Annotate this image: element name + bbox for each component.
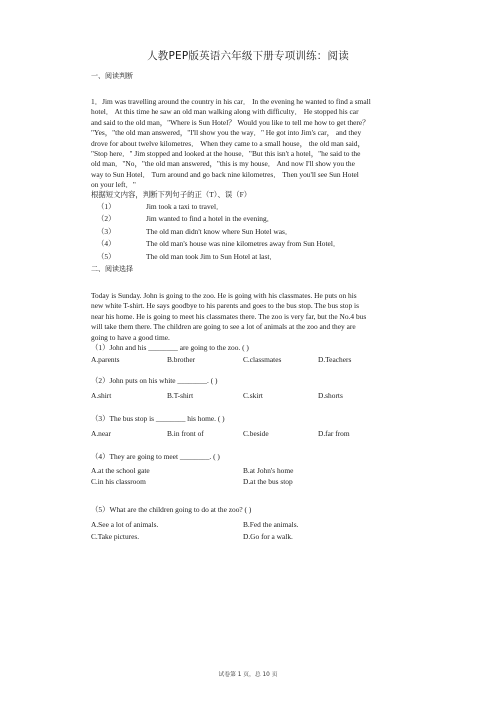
passage-line: will take them there. The children are going to see a lot of animals at the zoo and they are — [91, 322, 356, 332]
passage-line: hotel． At this time he saw an old man walking along with difficulty． He stopped his car — [91, 107, 359, 117]
passage-line: drove for about twelve kilometres． When they came to a small house， the old man said， — [91, 138, 365, 148]
option-c: C.classmates — [243, 355, 282, 364]
passage-line: on your left．" — [91, 180, 136, 190]
section2-passage — [91, 291, 421, 343]
option-a: A.at the school gate — [91, 466, 150, 475]
section2-heading: 二、阅读选择 — [91, 265, 133, 273]
passage-line: Today is Sunday. John is going to the zoo. He is going with his classmates. He puts on his — [91, 291, 357, 300]
option-c: C.Take pictures. — [91, 532, 140, 541]
statement-number: （1） — [97, 202, 116, 211]
statement-text: The old man took Jim to Sun Hotel at last． — [146, 252, 277, 261]
option-a: A.See a lot of animals. — [91, 520, 159, 529]
option-a: A.shirt — [91, 391, 112, 400]
option-b: B.T-shirt — [167, 391, 194, 400]
passage-line: going to have a good time. — [91, 332, 170, 342]
statement-text: The old man didn't know where Sun Hotel was． — [146, 227, 293, 236]
section1-passage — [91, 97, 421, 191]
option-b: B.brother — [167, 355, 196, 364]
option-a: A.near — [91, 429, 111, 438]
option-a: A.parents — [91, 355, 120, 364]
question-1: （1）John and his ________ are going to the zoo. ( ) — [91, 343, 249, 352]
section1-heading: 一、阅读判断 — [91, 72, 133, 80]
passage-line: near his home. He is going to meet his classmates there. The zoo is very far, but the No.4 bus — [91, 311, 367, 321]
statement-number: （3） — [97, 227, 116, 236]
question-3: （3）The bus stop is ________ his home. ( ) — [91, 414, 225, 423]
statement-text: The old man's house was nine kilometres away from Sun Hotel． — [146, 239, 341, 248]
option-b: B.at John's home — [243, 466, 294, 475]
option-d: D.Go for a walk. — [243, 532, 293, 541]
section1-instruction: 根据短文内容，判断下列句子的正（T）、误（F） — [91, 190, 252, 199]
question-2: （2）John puts on his white ________. ( ) — [91, 376, 218, 385]
option-d: D.at the bus stop — [243, 477, 293, 486]
passage-line: old man．"No，"the old man answered，"this is my house． And now I'll show you the — [91, 159, 355, 169]
option-d: D.shorts — [318, 391, 343, 400]
question-4: （4）They are going to meet ________. ( ) — [91, 452, 220, 461]
option-c: C.skirt — [243, 391, 263, 400]
passage-line: new white T-shirt. He says goodbye to his parents and goes to the bus stop. The bus stop is — [91, 301, 359, 311]
statement-number: （2） — [97, 214, 116, 223]
passage-line: and said to the old man，"Where is Sun Hotel？ Would you like to tell me how to get there？ — [91, 117, 370, 127]
option-d: D.Teachers — [318, 355, 352, 364]
passage-line: "Stop here．" Jim stopped and looked at the house．"But this isn't a hotel，"he said to the — [91, 149, 361, 159]
passage-line: "Yes，"the old man answered，"I'll show you the way．" He got into Jim's car， and they — [91, 128, 362, 138]
option-c: C.beside — [243, 429, 269, 438]
passage-line: way to Sun Hotel． Turn around and go back nine kilometres． Then you'll see Sun Hotel — [91, 169, 359, 179]
option-c: C.in his classroom — [91, 477, 146, 486]
option-d: D.far from — [318, 429, 350, 438]
passage-line: 1．Jim was travelling around the country in his car． In the evening he wanted to find a small — [91, 97, 371, 106]
statement-text: Jim wanted to find a hotel in the evening． — [146, 214, 275, 223]
page-title: 人教PEP版英语六年级下册专项训练：阅读 — [147, 50, 349, 62]
statement-number: （4） — [97, 239, 116, 248]
page-footer: 试卷第 1 页，总 10 页 — [218, 672, 278, 678]
question-5: （5）What are the children going to do at the zoo? ( ) — [91, 505, 252, 514]
option-b: B.Fed the animals. — [243, 520, 299, 529]
option-b: B.in front of — [167, 429, 204, 438]
statement-number: （5） — [97, 252, 116, 261]
statement-text: Jim took a taxi to travel． — [146, 202, 224, 211]
